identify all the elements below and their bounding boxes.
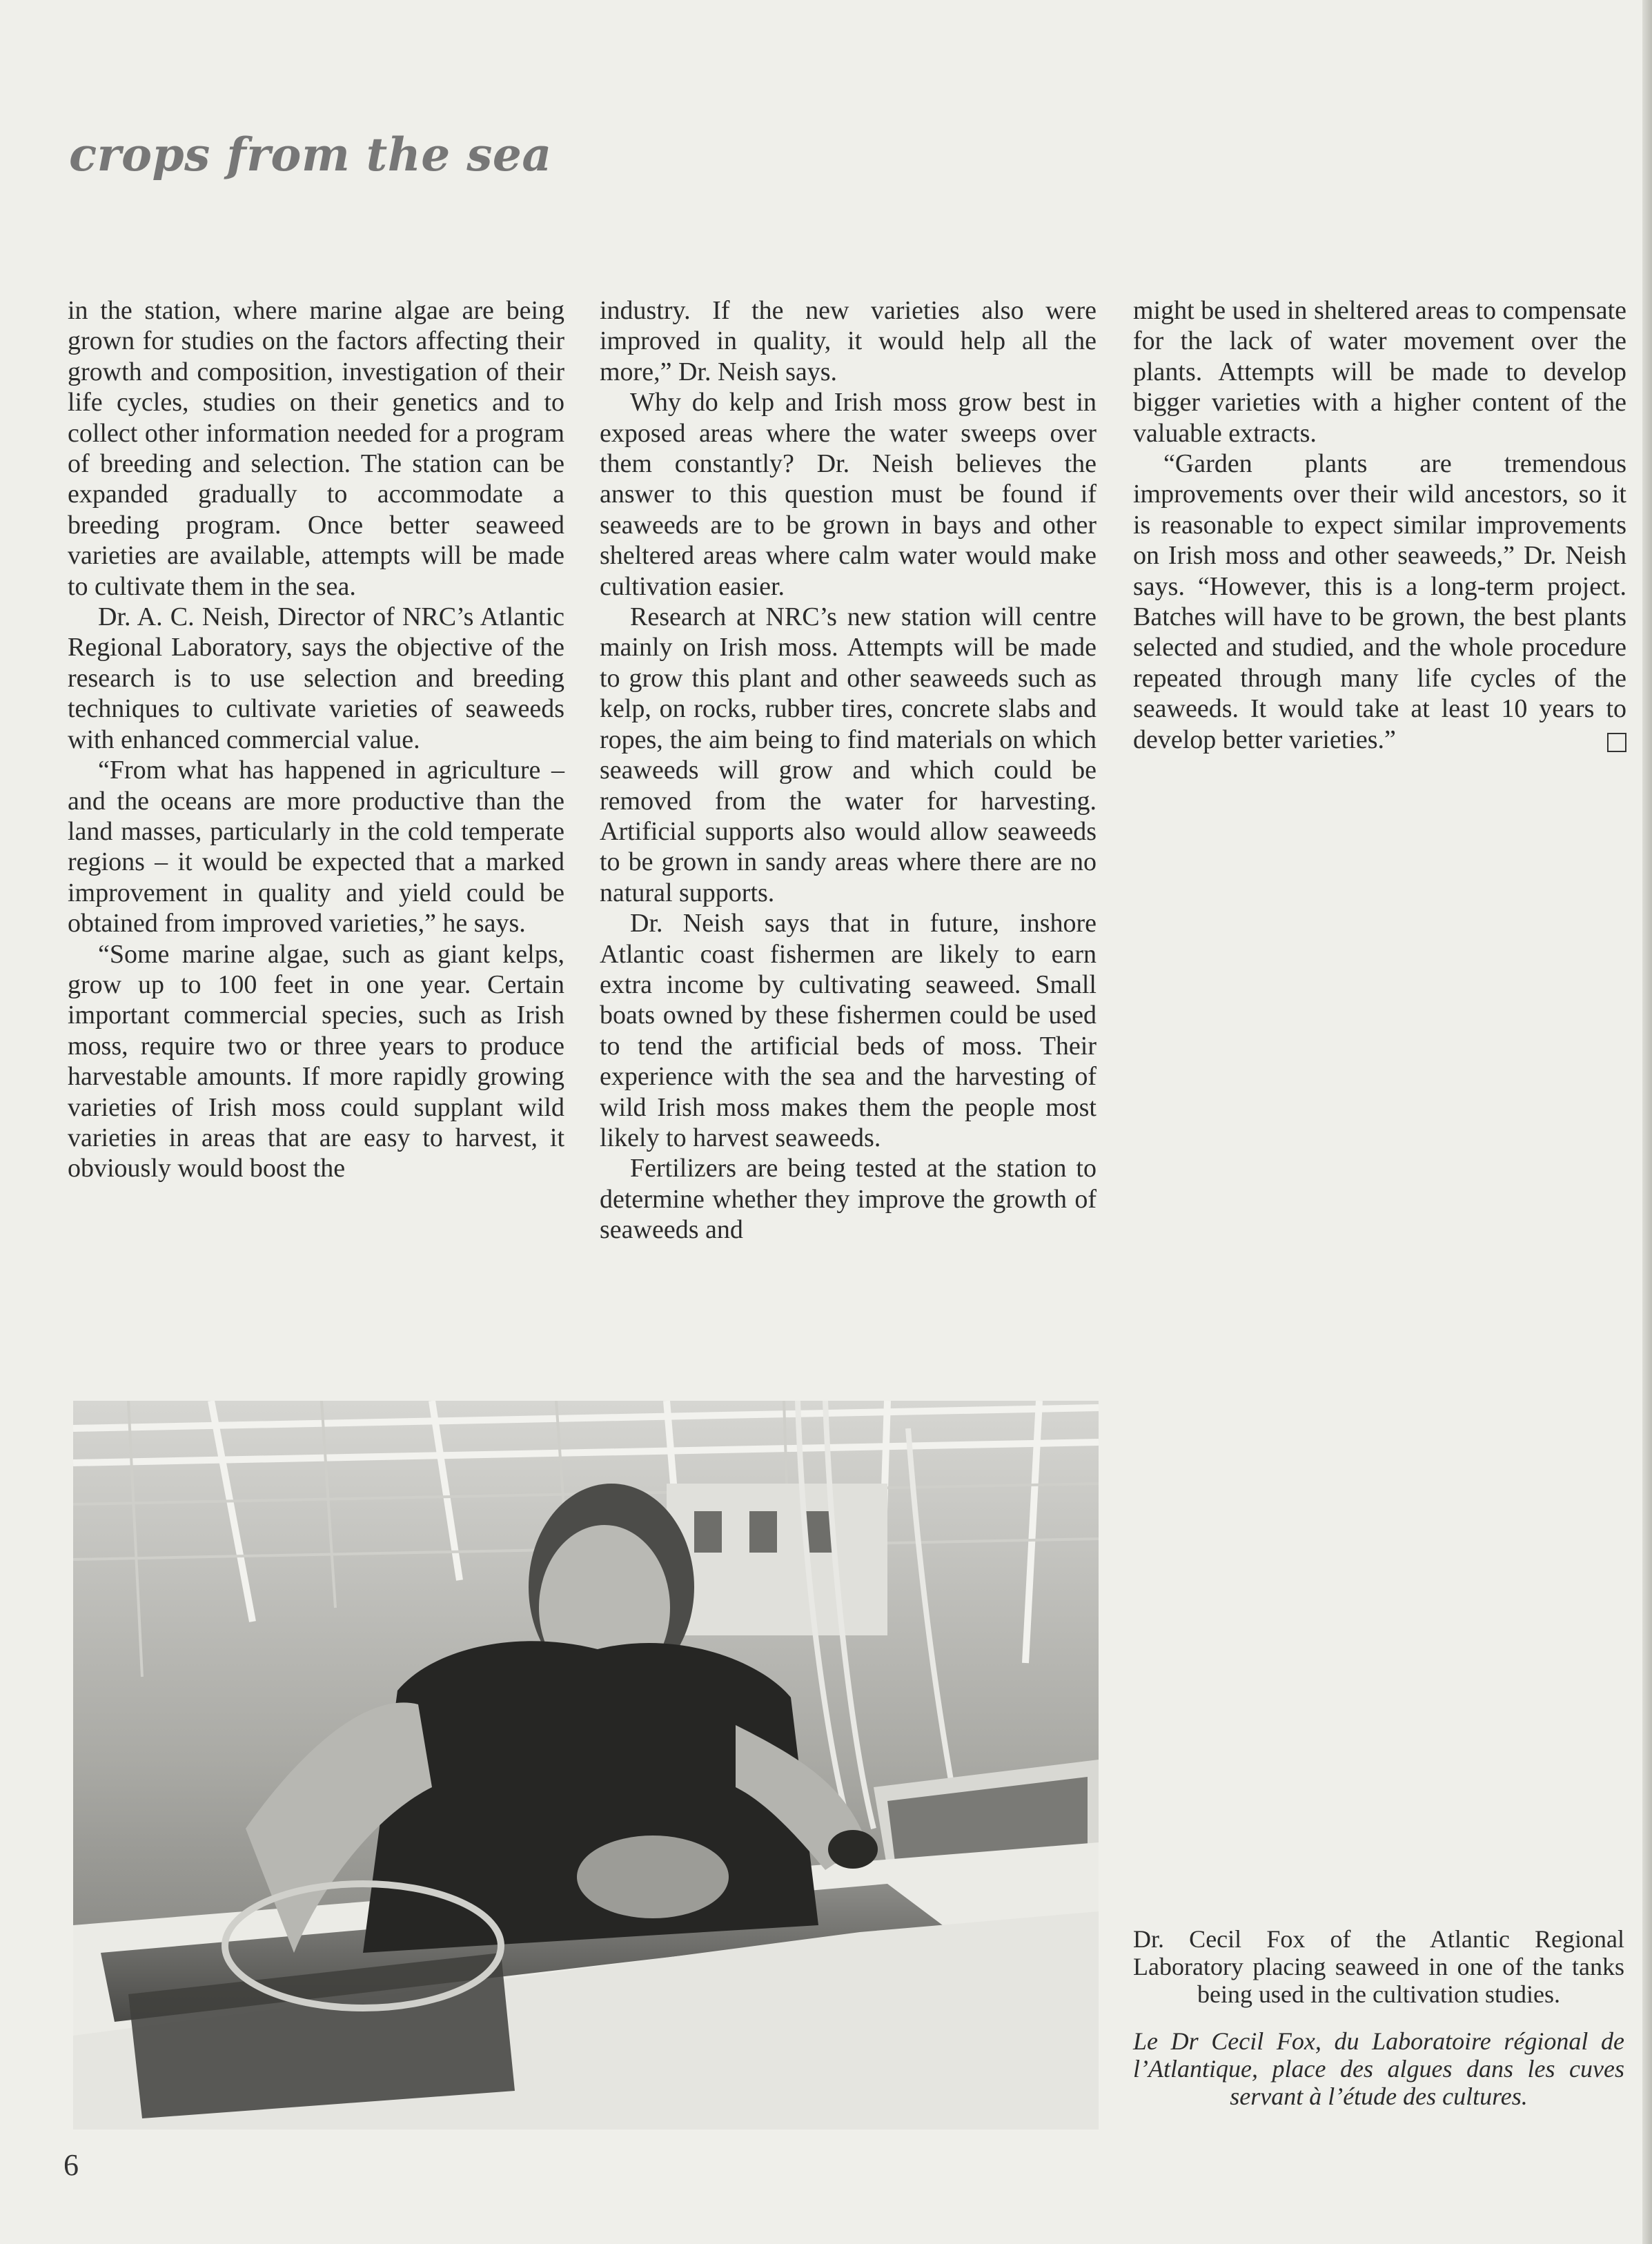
caption-english: Dr. Cecil Fox of the Atlantic Regional Laboratory placing seaweed in one of the tanks being used in the cultivation studies. bbox=[1133, 1925, 1624, 2008]
paragraph: Why do kelp and Irish moss grow best in exposed areas where the water sweeps over them constantly? Dr. Neish believes the answer to this question must be found if seaweeds are to be grown in bays and other sheltered areas where calm water would make cultivation easier. bbox=[600, 388, 1097, 601]
article-column-1 bbox=[68, 295, 564, 1184]
paragraph: Research at NRC’s new station will centre mainly on Irish moss. Attempts will be made to grow this plant and other seaweeds such as kelp, on rocks, rubber tires, concrete slabs and ropes, the aim being to find materials on which seaweeds will grow and which could be removed from the water for harvesting. Artificial supports also would allow seaweeds to be grown in sandy areas where there are no natural supports. bbox=[600, 602, 1097, 907]
paragraph: Dr. Neish says that in future, inshore Atlantic coast fishermen are likely to earn extra income by cultivating seaweed. Small boats owned by these fishermen could be used to tend the artificial beds of moss. Their experience with the sea and the harvesting of wild Irish moss makes them the people most likely to harvest seaweeds. bbox=[600, 909, 1097, 1152]
paragraph bbox=[1133, 449, 1626, 755]
paragraph: “From what has happened in agriculture – and the oceans are more productive than the land masses, particularly in the cold temperate regions – it would be expected that a marked improvement in quality and yield could be obtained from improved varieties,” he says. bbox=[68, 756, 564, 938]
caption-french: Le Dr Cecil Fox, du Laboratoire régional de l’Atlantique, place des algues dans les cuves servant à l’étude des cultures. bbox=[1133, 2027, 1624, 2110]
paragraph: Fertilizers are being tested at the station to determine whether they improve the growth of seaweeds and bbox=[600, 1154, 1097, 1245]
end-of-article-mark bbox=[1607, 733, 1626, 752]
paragraph: Dr. A. C. Neish, Director of NRC’s Atlantic Regional Laboratory, says the objective of the research is to use selection and breeding techniques to cultivate varieties of seaweeds with enhanced commercial value. bbox=[68, 602, 564, 754]
photograph-researcher-at-seaweed-tank bbox=[73, 1401, 1099, 2129]
paragraph: might be used in sheltered areas to compensate for the lack of water movement over the plants. Attempts will be made to develop bigger varieties with a higher content of the valuable extracts. bbox=[1133, 296, 1626, 448]
paragraph: “Some marine algae, such as giant kelps, grow up to 100 feet in one year. Certain important commercial species, such as Irish moss, require two or three years to produce harvestable amounts. If more rapidly growing varieties of Irish moss could supplant wild varieties in areas that are easy to harvest, it obviously would boost the bbox=[68, 939, 564, 1183]
photo-caption bbox=[1133, 1925, 1624, 2110]
page-edge-shadow bbox=[1642, 0, 1652, 2244]
article-column-2 bbox=[600, 295, 1097, 1246]
paragraph: industry. If the new varieties also were improved in quality, it would help all the more,” Dr. Neish says. bbox=[600, 296, 1097, 386]
section-title: crops from the sea bbox=[69, 128, 552, 181]
article-column-3 bbox=[1133, 295, 1626, 755]
page-number: 6 bbox=[63, 2148, 79, 2182]
paragraph-text: “Garden plants are tremendous improvements over their wild ancestors, so it is reasonable to expect similar improvements on Irish moss and other seaweeds,” Dr. Neish says. “However, this is a long-term project. Batches will have to be grown, the best plants selected and studied, and the whole procedure repeated through many life cycles of the seaweeds. It would take at least 10 years to develop better varieties.” bbox=[1133, 449, 1626, 754]
paragraph: in the station, where marine algae are being grown for studies on the factors affecting their growth and composition, investigation of their life cycles, studies on their genetics and to collect other information needed for a program of breeding and selection. The station can be expanded gradually to accommodate a breeding program. Once better seaweed varieties are available, attempts will be made to cultivate them in the sea. bbox=[68, 296, 564, 601]
